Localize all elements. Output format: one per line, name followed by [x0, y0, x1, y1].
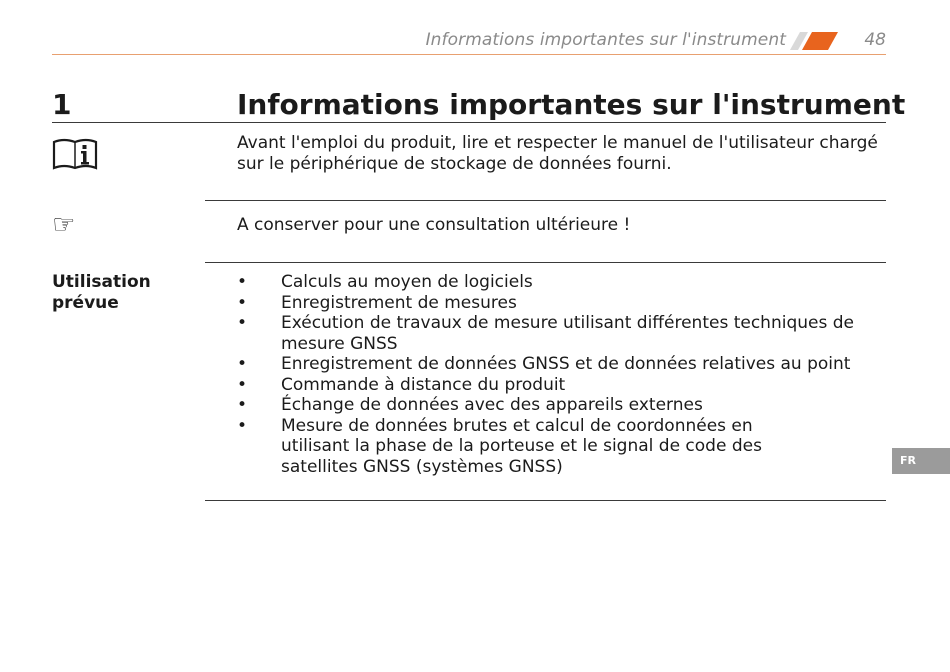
keep-note: A conserver pour une consultation ultérieure ! [237, 215, 631, 235]
list-item [237, 354, 877, 375]
chapter-number: 1 [52, 88, 72, 121]
list-item [237, 416, 877, 478]
bullet-icon: • [237, 354, 248, 374]
bullet-icon: • [237, 415, 248, 436]
list-item-text: Mesure de données brutes et calcul de coordonnées en utilisant la phase de la porteuse et le signal de code des satellites GNSS (systèmes GNSS) [281, 415, 762, 477]
list-item-text: Enregistrement de données GNSS et de données relatives au point [281, 354, 851, 374]
list-item [237, 375, 877, 396]
running-header [52, 30, 886, 55]
bullet-icon: • [237, 292, 248, 313]
header-title: Informations importantes sur l'instrument [425, 30, 786, 50]
list-item [237, 313, 877, 354]
list-item-text: Exécution de travaux de mesure utilisant différentes techniques de mesure GNSS [281, 313, 854, 354]
manual-info-icon [52, 137, 98, 170]
list-item [237, 293, 877, 314]
pointing-hand-icon: ☞ [52, 210, 76, 240]
list-item [237, 272, 877, 293]
intended-use-list [237, 272, 877, 477]
chapter-divider [52, 122, 886, 123]
language-tab: FR [892, 448, 950, 474]
page-number: 48 [864, 30, 886, 50]
list-item-text: Enregistrement de mesures [281, 292, 517, 313]
manual-note: Avant l'emploi du produit, lire et respecter le manuel de l'utilisateur chargé sur le périphérique de stockage de données fourni. [237, 133, 878, 174]
list-item-text: Commande à distance du produit [281, 374, 566, 395]
intended-use-label [52, 272, 192, 314]
intended-use-label-line: prévue [52, 293, 119, 313]
list-item-text: Calculs au moyen de logiciels [281, 272, 533, 292]
section-divider [205, 500, 886, 501]
bullet-icon: • [237, 272, 248, 292]
section-divider [205, 262, 886, 263]
bullet-icon: • [237, 395, 248, 415]
chapter-title: Informations importantes sur l'instrument [237, 88, 906, 121]
section-divider [205, 200, 886, 201]
intended-use-label-line: Utilisation [52, 272, 151, 292]
bullet-icon: • [237, 374, 248, 395]
list-item-text: Échange de données avec des appareils externes [281, 395, 703, 415]
bullet-icon: • [237, 313, 248, 333]
header-stripes-icon [790, 32, 838, 50]
list-item [237, 395, 877, 416]
